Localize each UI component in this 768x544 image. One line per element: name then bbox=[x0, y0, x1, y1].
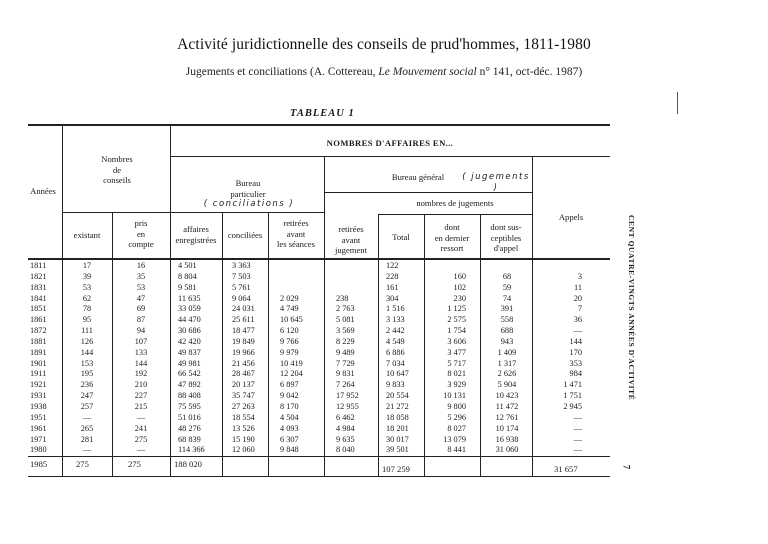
column-existant-cell: 39 bbox=[82, 271, 92, 281]
column-dernier-ressort-cell: 5 717 bbox=[447, 358, 466, 368]
column-conciliees-cell: 7 503 bbox=[232, 271, 251, 281]
column-conciliees-cell: 19 849 bbox=[232, 336, 255, 346]
column-affaires-enregistrees-cell: 47 892 bbox=[178, 380, 201, 390]
column-appels bbox=[560, 261, 582, 456]
vrule-7 bbox=[378, 214, 379, 476]
column-total-cell: 39 501 bbox=[386, 445, 409, 455]
column-susceptibles-appel-cell bbox=[490, 261, 524, 272]
column-susceptibles-appel-cell: 10 174 bbox=[495, 423, 519, 433]
column-retirees-seances-cell: 6 307 bbox=[280, 434, 299, 444]
column-annees-cell: 1938 bbox=[30, 401, 47, 411]
column-retirees-jugement-cell bbox=[336, 272, 359, 283]
column-appels-cell: 144 bbox=[569, 336, 582, 346]
column-retirees-jugement-cell: 2 763 bbox=[336, 304, 355, 314]
column-dernier-ressort-cell: 230 bbox=[453, 293, 466, 303]
column-retirees-jugement-cell: 7 264 bbox=[336, 380, 355, 390]
column-dernier-ressort-cell: 10 131 bbox=[443, 391, 466, 401]
header-retirees-seances: retirées avant les séances bbox=[277, 218, 315, 249]
column-affaires-enregistrees-cell: 88 408 bbox=[178, 391, 201, 401]
total-annee: 1985 bbox=[30, 459, 48, 469]
column-retirees-seances-cell: 10 645 bbox=[280, 315, 303, 325]
column-dernier-ressort-cell: 8 441 bbox=[447, 445, 466, 455]
rule-affaires bbox=[170, 156, 610, 157]
column-total-cell: 161 bbox=[386, 282, 399, 292]
column-annees-cell: 1891 bbox=[30, 347, 47, 357]
column-appels-cell: 353 bbox=[569, 358, 582, 368]
column-appels-cell: 11 bbox=[574, 282, 582, 292]
column-appels-cell: 7 bbox=[577, 304, 582, 314]
column-annees-cell: 1821 bbox=[30, 271, 47, 281]
column-dernier-ressort-cell: 9 800 bbox=[447, 401, 466, 411]
column-pris-en-compte-cell: 210 bbox=[134, 380, 148, 390]
column-dernier-ressort-cell: 8 027 bbox=[447, 423, 466, 433]
column-existant bbox=[74, 261, 100, 456]
column-affaires-enregistrees-cell: 49 837 bbox=[178, 347, 201, 357]
column-pris-en-compte-cell: 69 bbox=[136, 304, 146, 314]
column-retirees-seances-cell: 4 504 bbox=[280, 412, 299, 422]
header-bureau-particulier: Bureau particulier bbox=[230, 178, 266, 199]
column-total-cell: 2 442 bbox=[386, 326, 405, 336]
subtitle-journal: Le Mouvement social bbox=[378, 66, 477, 78]
column-retirees-jugement-cell bbox=[336, 261, 359, 272]
column-existant-cell: 281 bbox=[80, 434, 94, 444]
column-dernier-ressort-cell: 1 754 bbox=[447, 326, 466, 336]
column-affaires-enregistrees-cell: 9 581 bbox=[178, 282, 197, 292]
column-appels-cell: — bbox=[573, 326, 582, 336]
column-retirees-seances-cell: 9 979 bbox=[280, 347, 299, 357]
margin-mark bbox=[677, 92, 678, 114]
column-susceptibles-appel-cell: 391 bbox=[500, 304, 514, 314]
column-conciliees-cell: 5 761 bbox=[232, 282, 251, 292]
column-affaires-enregistrees-cell: 51 016 bbox=[178, 412, 201, 422]
column-annees-cell: 1961 bbox=[30, 423, 47, 433]
column-total-cell: 7 034 bbox=[386, 358, 405, 368]
column-existant-cell: 111 bbox=[81, 326, 93, 336]
column-annees-cell: 1861 bbox=[30, 315, 47, 325]
rule-totals-bottom bbox=[28, 476, 610, 477]
column-total-cell: 4 549 bbox=[386, 336, 405, 346]
column-retirees-seances-cell: 9 848 bbox=[280, 445, 299, 455]
column-dernier-ressort-cell: 5 296 bbox=[447, 412, 466, 422]
rule-conseils bbox=[62, 212, 170, 213]
column-appels-cell: 20 bbox=[573, 293, 582, 303]
column-appels-cell: — bbox=[573, 412, 582, 422]
total-jugements: 107 259 bbox=[382, 464, 410, 474]
column-susceptibles-appel-cell: 12 761 bbox=[495, 412, 519, 422]
column-pris-en-compte-cell: 275 bbox=[134, 434, 148, 444]
header-bureau-general: Bureau général bbox=[391, 172, 445, 182]
column-annees-cell: 1881 bbox=[30, 336, 47, 346]
column-annees-cell: 1951 bbox=[30, 412, 47, 422]
total-pris-en-compte: 275 bbox=[128, 459, 141, 469]
header-nombres-affaires: NOMBRES D'AFFAIRES EN... bbox=[326, 138, 454, 148]
column-conciliees-cell: 13 526 bbox=[232, 423, 255, 433]
column-total-cell: 20 554 bbox=[386, 391, 409, 401]
column-total-cell: 21 272 bbox=[386, 401, 409, 411]
vrule-2 bbox=[112, 212, 113, 476]
column-affaires-enregistrees-cell: 48 276 bbox=[178, 423, 201, 433]
column-retirees-jugement-cell: 5 081 bbox=[336, 315, 355, 325]
column-susceptibles-appel-cell: 11 472 bbox=[495, 401, 519, 411]
column-retirees-seances-cell: 6 897 bbox=[280, 380, 299, 390]
column-appels-cell: 3 bbox=[577, 271, 582, 281]
column-dernier-ressort-cell: 3 477 bbox=[447, 347, 466, 357]
vrule-4 bbox=[222, 212, 223, 476]
column-existant-cell: 247 bbox=[80, 391, 94, 401]
column-pris-en-compte bbox=[128, 261, 154, 456]
column-pris-en-compte-cell: 144 bbox=[134, 358, 148, 368]
column-annees-cell: 1980 bbox=[30, 445, 47, 455]
column-retirees-seances-cell: 9 766 bbox=[280, 336, 299, 346]
page-title: Activité juridictionnelle des conseils de prud'hommes, 1811-1980 bbox=[177, 36, 591, 53]
vrule-3 bbox=[170, 124, 171, 476]
column-existant-cell: — bbox=[82, 412, 92, 422]
column-retirees-seances-cell: 6 120 bbox=[280, 326, 299, 336]
column-annees-cell: 1811 bbox=[30, 261, 47, 270]
header-conciliees: conciliées bbox=[227, 230, 263, 240]
column-conciliees-cell: 35 747 bbox=[232, 391, 255, 401]
column-total-cell: 30 017 bbox=[386, 434, 409, 444]
column-pris-en-compte-cell: 241 bbox=[134, 423, 148, 433]
column-total-cell: 228 bbox=[386, 271, 399, 281]
column-existant-cell: 153 bbox=[80, 358, 94, 368]
page-number: 7 bbox=[621, 464, 632, 470]
column-annees bbox=[30, 261, 47, 456]
column-retirees-jugement-cell: 8 040 bbox=[336, 445, 355, 455]
column-susceptibles-appel-cell: 74 bbox=[502, 293, 512, 303]
column-total-cell: 10 647 bbox=[386, 369, 409, 379]
column-susceptibles-appel-cell: 688 bbox=[500, 326, 514, 336]
column-dernier-ressort-cell: 1 125 bbox=[447, 304, 466, 314]
column-dernier-ressort-cell: 2 575 bbox=[447, 315, 466, 325]
column-dernier-ressort-cell: 8 021 bbox=[447, 369, 466, 379]
column-susceptibles-appel-cell: 68 bbox=[502, 271, 512, 281]
column-pris-en-compte-cell: — bbox=[136, 445, 146, 455]
column-conciliees-cell: 28 467 bbox=[232, 369, 255, 379]
column-pris-en-compte-cell: 16 bbox=[136, 261, 146, 270]
column-appels-cell: 170 bbox=[569, 347, 582, 357]
column-retirees-jugement-cell: 8 229 bbox=[336, 336, 355, 346]
column-dernier-ressort-cell bbox=[434, 261, 466, 272]
column-existant-cell: 195 bbox=[80, 369, 94, 379]
column-conciliees-cell: 24 031 bbox=[232, 304, 255, 314]
header-total: Total bbox=[392, 232, 410, 242]
column-retirees-jugement bbox=[336, 261, 359, 456]
column-retirees-seances-cell: 9 042 bbox=[280, 391, 299, 401]
column-appels-cell: 36 bbox=[573, 315, 582, 325]
column-dernier-ressort-cell: 160 bbox=[453, 271, 466, 281]
column-existant-cell: 265 bbox=[80, 423, 94, 433]
column-conciliees-cell: 15 190 bbox=[232, 434, 255, 444]
column-retirees-seances-cell: 4 749 bbox=[280, 304, 299, 314]
column-annees-cell: 1921 bbox=[30, 380, 47, 390]
total-appels: 31 657 bbox=[554, 464, 578, 474]
column-conciliees-cell: 25 611 bbox=[232, 315, 255, 325]
column-pris-en-compte-cell: — bbox=[136, 412, 146, 422]
header-nombres-conseils: Nombres de conseils bbox=[101, 154, 133, 185]
column-appels-cell: 1 471 bbox=[563, 380, 582, 390]
column-affaires-enregistrees-cell: 114 366 bbox=[178, 445, 205, 455]
header-retirees-jugement: retirées avant jugement bbox=[335, 224, 367, 255]
column-annees-cell: 1911 bbox=[30, 369, 47, 379]
header-existant: existant bbox=[73, 230, 101, 240]
header-annees: Années bbox=[30, 186, 56, 196]
handwritten-conciliations: ( conciliations ) bbox=[203, 199, 295, 209]
column-pris-en-compte-cell: 227 bbox=[134, 391, 148, 401]
column-existant-cell: — bbox=[82, 445, 92, 455]
column-total-cell: 6 886 bbox=[386, 347, 405, 357]
column-affaires-enregistrees-cell: 30 686 bbox=[178, 326, 201, 336]
column-annees-cell: 1851 bbox=[30, 304, 47, 314]
column-susceptibles-appel-cell: 1 317 bbox=[497, 358, 517, 368]
column-susceptibles-appel bbox=[490, 261, 524, 456]
column-pris-en-compte-cell: 35 bbox=[136, 271, 146, 281]
column-affaires-enregistrees-cell: 4 501 bbox=[178, 261, 197, 270]
column-total-cell: 9 833 bbox=[386, 380, 405, 390]
column-appels-cell: 2 945 bbox=[563, 401, 582, 411]
subtitle-suffix: n° 141, oct-déc. 1987) bbox=[476, 66, 583, 78]
column-annees-cell: 1872 bbox=[30, 326, 47, 336]
handwritten-jugements: ( jugements ) bbox=[462, 172, 530, 193]
column-annees-cell: 1841 bbox=[30, 293, 47, 303]
column-retirees-seances-cell bbox=[280, 272, 303, 283]
vrule-6 bbox=[324, 156, 325, 476]
column-conciliees bbox=[232, 261, 255, 456]
column-retirees-seances-cell: 2 029 bbox=[280, 293, 299, 303]
column-total bbox=[386, 261, 409, 456]
column-total-cell: 122 bbox=[386, 261, 399, 270]
column-retirees-seances-cell: 10 419 bbox=[280, 358, 303, 368]
column-conciliees-cell: 12 060 bbox=[232, 445, 255, 455]
column-susceptibles-appel-cell: 558 bbox=[500, 315, 514, 325]
column-susceptibles-appel-cell: 31 060 bbox=[495, 445, 519, 455]
column-retirees-jugement-cell: 3 569 bbox=[336, 326, 355, 336]
rule-top bbox=[28, 124, 610, 126]
header-pris-en-compte: pris en compte bbox=[128, 218, 154, 249]
column-retirees-jugement-cell: 7 729 bbox=[336, 358, 355, 368]
subtitle-prefix: Jugements et conciliations (A. Cottereau, bbox=[185, 66, 379, 78]
column-retirees-jugement-cell: 6 462 bbox=[336, 412, 355, 422]
column-existant-cell: 95 bbox=[82, 315, 92, 325]
header-affaires-enregistrees: affaires enregistrées bbox=[175, 224, 217, 245]
total-existant: 275 bbox=[76, 459, 89, 469]
column-retirees-seances-cell: 8 170 bbox=[280, 401, 299, 411]
column-existant-cell: 257 bbox=[80, 401, 94, 411]
column-affaires-enregistrees-cell: 8 804 bbox=[178, 271, 197, 281]
column-affaires-enregistrees-cell: 75 595 bbox=[178, 401, 201, 411]
column-pris-en-compte-cell: 133 bbox=[134, 347, 148, 357]
column-susceptibles-appel-cell: 16 938 bbox=[495, 434, 519, 444]
column-appels-cell: — bbox=[573, 445, 582, 455]
column-conciliees-cell: 18 477 bbox=[232, 326, 255, 336]
header-susceptibles-appel: dont sus- ceptibles d'appel bbox=[490, 222, 522, 253]
column-annees-cell: 1831 bbox=[30, 282, 47, 292]
column-retirees-seances-cell bbox=[280, 283, 303, 294]
column-affaires-enregistrees-cell: 33 059 bbox=[178, 304, 201, 314]
column-existant-cell: 78 bbox=[82, 304, 92, 314]
column-appels-cell: 1 751 bbox=[563, 391, 582, 401]
column-retirees-seances bbox=[280, 261, 303, 456]
column-total-cell: 1 516 bbox=[386, 304, 405, 314]
column-susceptibles-appel-cell: 5 904 bbox=[497, 380, 517, 390]
column-affaires-enregistrees-cell: 66 542 bbox=[178, 369, 201, 379]
column-total-cell: 18 201 bbox=[386, 423, 409, 433]
column-appels-cell: — bbox=[573, 423, 582, 433]
column-retirees-jugement-cell bbox=[336, 283, 359, 294]
column-retirees-jugement-cell: 17 952 bbox=[336, 391, 359, 401]
column-existant-cell: 236 bbox=[80, 380, 94, 390]
column-appels-cell bbox=[560, 261, 582, 272]
column-affaires-enregistrees-cell: 42 420 bbox=[178, 336, 201, 346]
column-dernier-ressort-cell: 3 606 bbox=[447, 336, 466, 346]
column-dernier-ressort-cell: 102 bbox=[453, 282, 466, 292]
header-nombres-jugements: nombres de jugements bbox=[416, 198, 494, 208]
column-annees-cell: 1901 bbox=[30, 358, 47, 368]
column-pris-en-compte-cell: 107 bbox=[134, 336, 148, 346]
column-annees-cell: 1971 bbox=[30, 434, 47, 444]
column-retirees-seances-cell: 4 093 bbox=[280, 423, 299, 433]
column-conciliees-cell: 21 456 bbox=[232, 358, 255, 368]
column-existant-cell: 62 bbox=[82, 293, 92, 303]
column-pris-en-compte-cell: 53 bbox=[136, 282, 146, 292]
column-affaires-enregistrees-cell: 11 635 bbox=[178, 293, 201, 303]
table-caption: TABLEAU 1 bbox=[290, 108, 355, 119]
rule-jugements bbox=[378, 214, 532, 215]
column-pris-en-compte-cell: 192 bbox=[134, 369, 148, 379]
total-affaires-enregistrees: 188 020 bbox=[174, 459, 202, 469]
column-existant-cell: 53 bbox=[82, 282, 92, 292]
page-subtitle bbox=[0, 66, 768, 78]
column-affaires-enregistrees-cell: 44 470 bbox=[178, 315, 201, 325]
column-pris-en-compte-cell: 87 bbox=[136, 315, 146, 325]
vrule-1 bbox=[62, 124, 63, 476]
column-appels-cell: 984 bbox=[569, 369, 582, 379]
header-dernier-ressort: dont en dernier ressort bbox=[434, 222, 470, 253]
rule-header-bottom bbox=[28, 258, 610, 260]
column-susceptibles-appel-cell: 2 626 bbox=[497, 369, 517, 379]
column-dernier-ressort-cell: 13 079 bbox=[443, 434, 466, 444]
column-affaires-enregistrees-cell: 49 981 bbox=[178, 358, 201, 368]
column-pris-en-compte-cell: 47 bbox=[136, 293, 146, 303]
column-pris-en-compte-cell: 215 bbox=[134, 401, 148, 411]
column-existant-cell: 144 bbox=[80, 347, 94, 357]
column-conciliees-cell: 3 363 bbox=[232, 261, 251, 270]
column-retirees-jugement-cell: 9 635 bbox=[336, 434, 355, 444]
column-susceptibles-appel-cell: 943 bbox=[500, 336, 514, 346]
column-conciliees-cell: 27 263 bbox=[232, 401, 255, 411]
column-conciliees-cell: 9 064 bbox=[232, 293, 251, 303]
column-existant-cell: 17 bbox=[82, 261, 92, 270]
column-retirees-jugement-cell: 4 984 bbox=[336, 423, 355, 433]
vrule-5 bbox=[268, 212, 269, 476]
column-pris-en-compte-cell: 94 bbox=[136, 326, 146, 336]
column-susceptibles-appel-cell: 10 423 bbox=[495, 391, 519, 401]
column-annees-cell: 1931 bbox=[30, 391, 47, 401]
column-retirees-jugement-cell: 12 955 bbox=[336, 401, 359, 411]
column-retirees-jugement-cell: 238 bbox=[336, 293, 349, 303]
column-conciliees-cell: 19 966 bbox=[232, 347, 255, 357]
column-total-cell: 304 bbox=[386, 293, 399, 303]
vrule-10 bbox=[532, 156, 533, 476]
column-affaires-enregistrees-cell: 68 839 bbox=[178, 434, 201, 444]
column-conciliees-cell: 18 554 bbox=[232, 412, 255, 422]
column-dernier-ressort bbox=[434, 261, 466, 456]
rule-bureau-particulier bbox=[170, 212, 324, 213]
column-retirees-jugement-cell: 9 831 bbox=[336, 369, 355, 379]
column-dernier-ressort-cell: 3 929 bbox=[447, 380, 466, 390]
column-total-cell: 3 133 bbox=[386, 315, 405, 325]
column-retirees-seances-cell bbox=[280, 261, 303, 272]
column-existant-cell: 126 bbox=[80, 336, 94, 346]
column-conciliees-cell: 20 137 bbox=[232, 380, 255, 390]
running-header-vertical: CENT QUATRE-VINGTS ANNÉES D'ACTIVITÉ bbox=[627, 215, 636, 401]
column-total-cell: 18 058 bbox=[386, 412, 409, 422]
header-appels: Appels bbox=[558, 212, 584, 222]
column-appels-cell: — bbox=[573, 434, 582, 444]
column-retirees-jugement-cell: 9 489 bbox=[336, 347, 355, 357]
column-susceptibles-appel-cell: 1 409 bbox=[497, 347, 517, 357]
column-susceptibles-appel-cell: 59 bbox=[502, 282, 512, 292]
column-retirees-seances-cell: 12 204 bbox=[280, 369, 303, 379]
column-affaires-enregistrees bbox=[178, 261, 205, 456]
